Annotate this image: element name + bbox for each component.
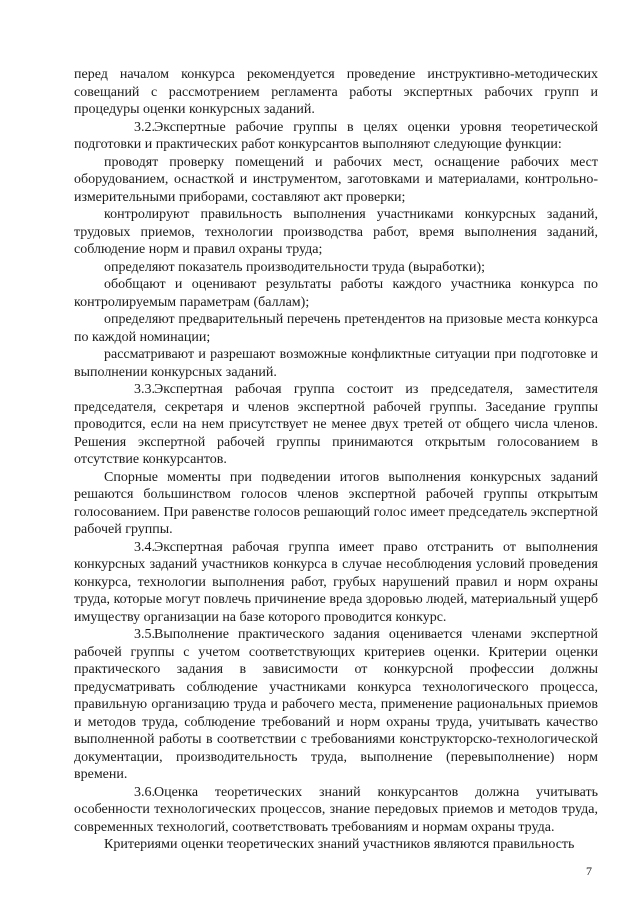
paragraph-text: обобщают и оценивают результаты работы каждого участника конкурса по контролируемым параметрам (баллам);	[74, 277, 598, 310]
paragraph-3-5	[74, 626, 598, 784]
paragraph-text: проводят проверку помещений и рабочих мест, оснащение рабочих мест оборудованием, оснасткой и инструментом, заготовками и материалами, контрольно-измерительными приборами, составляют акт проверки;	[74, 154, 598, 205]
paragraph-text: Оценка теоретических знаний конкурсантов должна учитывать особенности технологических процессов, знание передовых приемов и методов труда, современных технологий, соответствовать требованиям и нормам охраны труда.	[74, 784, 598, 835]
paragraph-text: Экспертная рабочая группа состоит из председателя, заместителя председателя, секретаря и членов экспертной рабочей группы. Заседание группы проводится, если на нем присутствует не менее двух третей от общего числа членов. Решения экспертной рабочей группы принимаются открытым голосованием в отсутствие конкурсантов.	[74, 382, 598, 467]
paragraph-function-prize-list	[74, 311, 598, 346]
clause-number: 3.2.	[134, 119, 155, 135]
paragraph-function-control	[74, 206, 598, 259]
paragraph-text: контролируют правильность выполнения участниками конкурсных заданий, трудовых приемов, технологии производства работ, время выполнения заданий, соблюдение норм и правил охраны труда;	[74, 207, 598, 257]
paragraph-3-6	[74, 784, 598, 837]
paragraph-function-inspection	[74, 154, 598, 207]
paragraph-disputes	[74, 469, 598, 539]
paragraph-text: Экспертные рабочие группы в целях оценки уровня теоретической подготовки и практических работ конкурсантов выполняют следующие функции:	[74, 119, 598, 152]
paragraph-text: рассматривают и разрешают возможные конфликтные ситуации при подготовке и выполнении конкурсных заданий.	[74, 347, 598, 380]
clause-number: 3.5.	[134, 627, 155, 642]
paragraph-function-productivity	[74, 259, 598, 277]
paragraph-function-evaluation	[74, 276, 598, 311]
paragraph-intro-continuation	[74, 66, 598, 119]
paragraph-text: Критериями оценки теоретических знаний участников являются правильность	[104, 837, 575, 852]
paragraph-3-4	[74, 539, 598, 627]
paragraph-text: определяют показатель производительности труда (выработки);	[104, 259, 486, 275]
paragraph-text: Экспертная рабочая группа имеет право отстранить от выполнения конкурсных заданий участников конкурса в случае несоблюдения условий проведения конкурса, технологии выполнения работ, грубых нарушений правил и норм охраны труда, которые могут повлечь причинение вреда здоровью людей, материальный ущерб имуществу организации на базе которого проводится конкурс.	[74, 539, 598, 625]
paragraph-text: Спорные моменты при подведении итогов выполнения конкурсных заданий решаются большинством голосов членов экспертной рабочей группы открытым голосованием. При равенстве голосов решающий голос имеет председатель экспертной рабочей группы.	[74, 469, 598, 537]
document-body	[74, 66, 598, 854]
paragraph-3-3	[74, 381, 598, 469]
page-number: 7	[586, 864, 592, 878]
clause-number: 3.6.	[134, 784, 155, 800]
paragraph-text: перед началом конкурса рекомендуется проведение инструктивно-методических совещаний с рассмотрением регламента работы экспертных рабочих групп и процедуры оценки конкурсных заданий.	[74, 67, 598, 117]
paragraph-criteria	[74, 836, 598, 854]
paragraph-3-2	[74, 119, 598, 154]
clause-number: 3.4.	[134, 539, 155, 555]
paragraph-text: определяют предварительный перечень претендентов на призовые места конкурса по каждой номинации;	[74, 312, 598, 345]
clause-number: 3.3.	[134, 382, 155, 397]
paragraph-text: Выполнение практического задания оценивается членами экспертной рабочей группы с учетом соответствующих критериев оценки. Критерии оценки практического задания в зависимости от конкурсной профессии должны предусматривать соблюдение участниками конкурса технологического процесса, правильную организацию труда и рабочего места, применение рациональных приемов и методов труда, соблюдение требований и норм охраны труда, учитывать качество выполненной работы в соответствии с требованиями конструкторско-технологической документации, производительность труда, выполнение (перевыполнение) норм времени.	[74, 627, 598, 782]
paragraph-function-conflicts	[74, 346, 598, 381]
